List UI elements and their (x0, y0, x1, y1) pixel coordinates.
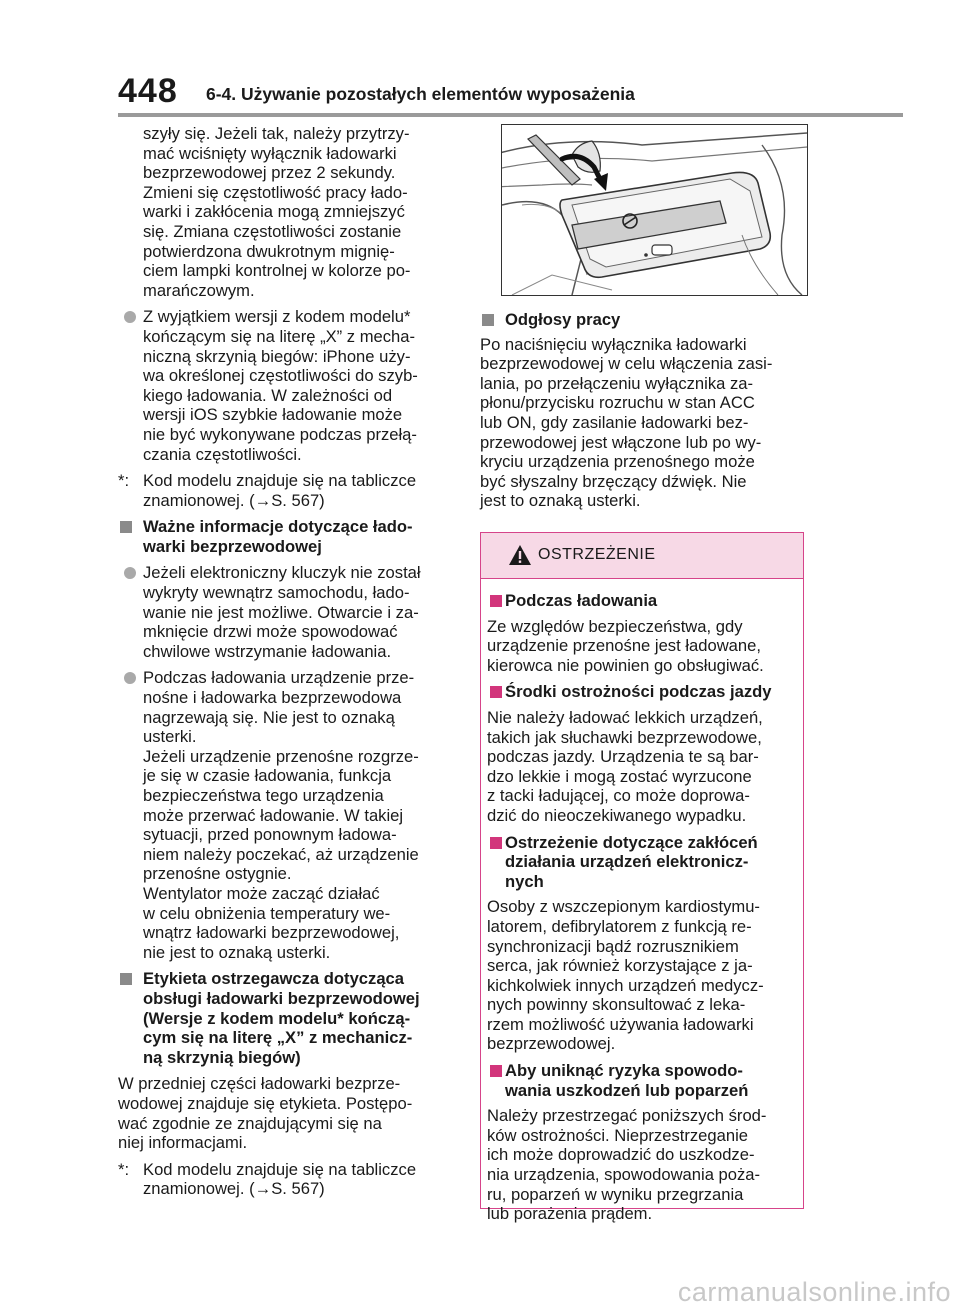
square-bullet-icon (490, 1065, 502, 1077)
left-column (118, 124, 463, 1199)
page-reference-link[interactable]: S. 567) (271, 490, 325, 510)
warning-header (481, 533, 803, 579)
warning-subheading: Aby uniknąć ryzyka spowodo- wania uszkodzeń lub poparzeń (487, 1061, 798, 1100)
footnote: *: Kod modelu znajduje się na tabliczce znamionowej. (→S. 567) (118, 1159, 417, 1199)
bullet-item: Jeżeli elektroniczny kluczyk nie został wykryty wewnątrz samochodu, łado- wanie nie jest możliwe. Otwarcie i za- mknięcie drzwi może spowodować chwilowe wstrzymanie ładowania. (118, 563, 463, 661)
square-bullet-icon (490, 837, 502, 849)
bullet-item: Podczas ładowania urządzenie prze- nośne i ładowarka bezprzewodowa nagrzewają się. Nie jest to oznaką usterki. Jeżeli urządzenie przenośne rozgrze- je się w czasie ładowania, funkcja bezpieczeństwa tego urządzenia może przerwać ładowanie. W takiej sytuacji, przed ponownym ładowa- niem należy poczekać, aż urządzenie przenośne ostygnie. Wentylator może zacząć działać w celu obniżenia temperatury we- wnątrz ładowarki bezprzewodowej, nie jest to oznaką usterki. (118, 668, 463, 962)
paragraph: Ze względów bezpieczeństwa, gdy urządzenie przenośne jest ładowane, kierowca nie powinien go obsługiwać. (487, 616, 764, 675)
paragraph: szyły się. Jeżeli tak, należy przytrzy- mać wciśnięty wyłącznik ładowarki bezprzewodowej przez 2 sekundy. Zmieni się częstotliwość pracy łado- warki i zakłócenia mogą zmniejszyć się. Zmiana częstotliwości zostanie potwierdzona dwukrotnym mignię- ciem lampki kontrolnej w kolorze po- marańczowym. (143, 124, 411, 300)
wireless-charger-icon (502, 125, 807, 295)
square-bullet-icon (120, 521, 132, 533)
paragraph: W przedniej części ładowarki bezprze- wodowej znajduje się etykieta. Postępo- wać zgodnie ze znajdującymi się na niej informacjami. (118, 1074, 413, 1153)
subheading: Odgłosy pracy (480, 310, 808, 330)
square-bullet-icon (482, 314, 494, 326)
bullet-icon (124, 311, 136, 323)
page-number: 448 (118, 72, 178, 110)
footnote: *: Kod modelu znajduje się na tabliczce znamionowej. (→S. 567) (118, 471, 417, 510)
watermark: carmanualsonline.info (677, 1277, 951, 1307)
subheading: Etykieta ostrzegawcza dotycząca obsługi ładowarki bezprzewodowej (Wersje z kodem modelu* kończą- cym się na literę „X” z mechanicz- ną skrzynią biegów) (118, 969, 463, 1067)
warning-title: OSTRZEŻENIE (538, 546, 656, 563)
warning-box (480, 532, 804, 1224)
section-title: 6-4. Używanie pozostałych elementów wyposażenia (206, 84, 635, 104)
right-column (480, 310, 808, 511)
page-reference-link[interactable]: S. 567) (271, 1179, 325, 1199)
bullet-item: Z wyjątkiem wersji z kodem modelu* kończącym się na literę „X” z mecha- niczną skrzynią biegów: iPhone uży- wa określonej częstotliwości do szyb- kiego ładowania. W zależności od wersji iOS szybkie ładowanie może nie być wykonywane podczas przełą- czania częstotliwości. (118, 307, 463, 464)
header-divider (118, 113, 903, 117)
warning-subheading: Podczas ładowania (487, 591, 798, 611)
paragraph: Osoby z wszczepionym kardiostymu- latorem, defibrylatorem z funkcją re- synchronizacji bądź rozrusznikiem serca, jak również korzystające z ja- kichkolwiek innych urządzeń medycz- nych powinny skonsultować z leka- rzem możliwość używania ładowarki bezprzewodowej. (487, 897, 764, 1054)
paragraph: Po naciśnięciu wyłącznika ładowarki bezprzewodowej w celu włączenia zasi- lania, po przełączeniu wyłącznika za- płonu/przycisku rozruchu w stan ACC lub ON, gdy zasilanie ładowarki bez- przewodowej jest włączone lub po wy- kryciu urządzenia przenośnego może być słyszalny brzęczący dźwięk. Nie jest to oznaką usterki. (480, 334, 773, 511)
warning-subheading: Środki ostrożności podczas jazdy (487, 682, 798, 702)
arrow-icon: → (254, 1179, 272, 1199)
charger-illustration (501, 124, 808, 296)
warning-subheading: Ostrzeżenie dotyczące zakłóceń działania urządzeń elektronicz- nych (487, 833, 798, 892)
square-bullet-icon (120, 973, 132, 985)
paragraph: Nie należy ładować lekkich urządzeń, takich jak słuchawki bezprzewodowe, podczas jazdy. Urządzenia te są bar- dzo lekkie i mogą zostać wyrzucone z tacki ładującej, co może doprowa- dzić do nieoczekiwanego wypadku. (487, 707, 763, 825)
paragraph: Należy przestrzegać poniższych środ- ków ostrożności. Nieprzestrzeganie ich może doprowadzić do uszkodze- nia urządzenia, spowodowania poża- ru, poparzeń w wyniku przegrzania lub porażenia prądem. (487, 1106, 767, 1224)
subheading: Ważne informacje dotyczące łado- warki bezprzewodowej (118, 517, 463, 556)
page-header (118, 72, 903, 110)
bullet-icon (124, 567, 136, 579)
bullet-icon (124, 672, 136, 684)
square-bullet-icon (490, 595, 502, 607)
square-bullet-icon (490, 686, 502, 698)
warning-body (481, 579, 803, 1224)
warning-triangle-icon (508, 544, 532, 566)
arrow-icon: → (254, 490, 272, 510)
